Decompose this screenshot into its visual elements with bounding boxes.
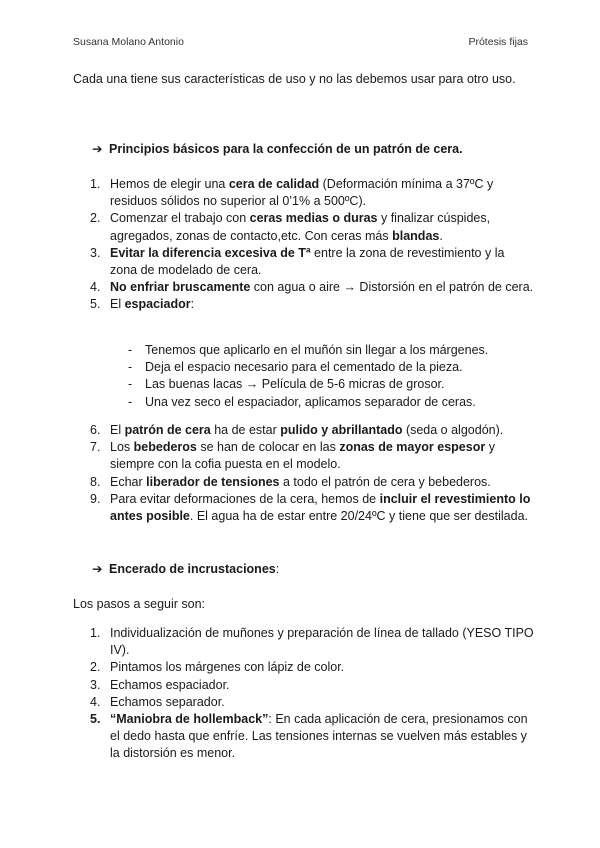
list-item-text: (seda o algodón). xyxy=(402,423,504,437)
list-item-text: a todo el patrón de cera y bebederos. xyxy=(279,474,491,489)
list-item-text: Individualización de muñones y preparación de línea de tallado (YESO TIPO IV). xyxy=(110,626,534,658)
list-item xyxy=(90,711,534,763)
list-item-text: entre la zona de revestimiento y la zona de modelado de cera. xyxy=(110,245,505,278)
list-item-number: 1. xyxy=(90,177,101,191)
section-title: Principios básicos para la confección de un patrón de cera. xyxy=(109,142,463,156)
spacer-sublist xyxy=(128,342,545,411)
list-item-text: Hemos de elegir una xyxy=(110,177,229,191)
list-item-text: Echar xyxy=(110,474,147,489)
list-item-number: 5. xyxy=(90,297,101,312)
bold-text: patrón de cera xyxy=(124,423,211,437)
sublist-item xyxy=(128,376,545,393)
list-item-number: 4. xyxy=(90,694,101,709)
list-item xyxy=(90,422,534,439)
list-item-number: 1. xyxy=(90,626,101,640)
sublist-item xyxy=(128,394,545,411)
dash-bullet: - xyxy=(128,343,133,357)
bold-text: ceras medias o duras xyxy=(249,211,378,226)
bold-text: blandas xyxy=(392,228,440,243)
list-item-number: 3. xyxy=(90,677,101,692)
list-item xyxy=(90,296,534,313)
bold-text: incluir el revestimiento lo antes posible xyxy=(110,491,531,524)
list-item xyxy=(90,245,534,279)
list-item-number: 3. xyxy=(90,245,101,260)
list-item xyxy=(90,694,534,711)
list-item-text: Para evitar deformaciones de la cera, hemos de xyxy=(110,491,380,506)
bold-text: zonas de mayor espesor xyxy=(339,440,486,455)
list-item-text: Los xyxy=(110,440,134,455)
list-item-text: y finalizar cúspides, agregados, zonas de contacto,etc. Con ceras más xyxy=(110,211,491,243)
section-title: Encerado de incrustaciones xyxy=(109,562,276,576)
header-author: Susana Molano Antonio xyxy=(73,36,184,48)
list-item-text: . xyxy=(439,228,443,243)
sublist-item-text: Deja el espacio necesario para el cementado de la pieza. xyxy=(145,360,463,375)
sublist-item-text: Una vez seco el espaciador, aplicamos separador de ceras. xyxy=(145,394,476,409)
wax-principles-list-continued xyxy=(90,422,534,525)
list-item-text: Pintamos los márgenes con lápiz de color. xyxy=(110,660,345,675)
list-item-text: : xyxy=(190,297,195,312)
steps-intro: Los pasos a seguir son: xyxy=(73,597,206,611)
list-item xyxy=(90,474,534,491)
bold-text: liberador de tensiones xyxy=(146,474,280,489)
list-item-text: : En cada aplicación de cera, presionamos con el dedo hasta que enfríe. Las tensiones internas se vuelven más estables y la distorsión es menor. xyxy=(110,712,528,761)
bold-text: espaciador xyxy=(124,297,191,312)
section-heading-wax-pattern xyxy=(92,141,463,159)
bold-text: Evitar la diferencia excesiva de Tª xyxy=(110,245,311,260)
list-item-text: Comenzar el trabajo con xyxy=(110,211,250,226)
dash-bullet: - xyxy=(128,377,133,392)
list-item xyxy=(90,210,534,244)
list-item xyxy=(90,659,534,676)
list-item-number: 7. xyxy=(90,440,101,455)
bold-text: bebederos xyxy=(133,440,197,455)
list-item-number: 2. xyxy=(90,211,101,226)
list-item-number: 2. xyxy=(90,660,101,675)
sublist-item xyxy=(128,359,545,376)
intro-paragraph: Cada una tiene sus características de uso y no las debemos usar para otro uso. xyxy=(73,72,516,86)
list-item-text: El xyxy=(110,297,125,312)
sublist-item-text: Tenemos que aplicarlo en el muñón sin llegar a los márgenes. xyxy=(145,343,489,357)
bold-text: “Maniobra de hollemback” xyxy=(110,712,269,727)
list-item-text: El xyxy=(110,423,125,437)
list-item-text: . El agua ha de estar entre 20/24ºC y tiene que ser destilada. xyxy=(189,509,529,524)
list-item-text: Echamos espaciador. xyxy=(110,677,230,692)
dash-bullet: - xyxy=(128,394,133,409)
list-item-number: 8. xyxy=(90,474,101,489)
list-item xyxy=(90,677,534,694)
list-item xyxy=(90,176,534,210)
arrow-icon: ➔ xyxy=(92,562,103,576)
bold-text: No enfriar bruscamente xyxy=(110,280,251,295)
inlay-steps-list xyxy=(90,625,534,763)
sublist-item xyxy=(128,342,545,359)
list-item-number: 4. xyxy=(90,280,101,295)
list-item xyxy=(90,625,534,659)
list-item xyxy=(90,279,534,296)
section-title-suffix: : xyxy=(275,562,280,576)
list-item-text: (Deformación mínima a 37ºC y residuos sólidos no superior al 0’1% a 500ºC). xyxy=(110,177,494,209)
list-item xyxy=(90,439,534,473)
list-item-text: ha de estar xyxy=(210,423,281,437)
list-item xyxy=(90,491,534,525)
list-item-number: 5. xyxy=(90,712,101,727)
section-heading-inlays xyxy=(92,561,279,579)
list-item-text: y siempre con la cofia puesta en el modelo. xyxy=(110,440,495,472)
sublist-item-text: Las buenas lacas → Película de 5-6 micras de grosor. xyxy=(145,377,445,392)
list-item-number: 6. xyxy=(90,423,101,437)
list-item-text: Echamos separador. xyxy=(110,694,225,709)
list-item-number: 9. xyxy=(90,491,101,506)
wax-principles-list xyxy=(90,176,534,314)
list-item-text: con agua o aire → Distorsión en el patrón de cera. xyxy=(250,280,534,295)
header-subject: Prótesis fijas xyxy=(468,36,528,48)
list-item-text: se han de colocar en las xyxy=(196,440,340,455)
bold-text: pulido y abrillantado xyxy=(280,423,403,437)
bold-text: cera de calidad xyxy=(228,177,320,191)
arrow-icon: ➔ xyxy=(92,142,103,156)
dash-bullet: - xyxy=(128,360,133,375)
